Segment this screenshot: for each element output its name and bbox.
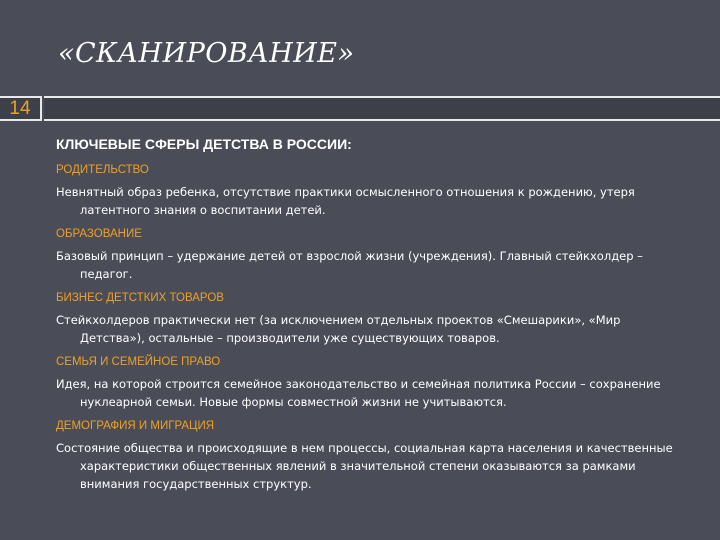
section-text: Невнятный образ ребенка, отсутствие практики осмысленного отношения к рождению, утеря латентного знания о воспитании детей. (56, 185, 635, 217)
section-demography (56, 420, 686, 493)
slide-title: «СКАНИРОВАНИЕ» (58, 38, 355, 69)
section-title: РОДИТЕЛЬСТВО (56, 164, 149, 176)
section-text: Идея, на которой строится семейное законодательство и семейная политика России – сохранение нуклеарной семьи. Новые формы совместной жизни не учитываются. (56, 377, 661, 409)
section-family (56, 356, 686, 411)
section-title: СЕМЬЯ И СЕМЕЙНОЕ ПРАВО (56, 356, 221, 368)
section-education (56, 228, 686, 283)
section-text: Базовый принцип – удержание детей от взрослой жизни (учреждения). Главный стейкхолдер – педагог. (56, 249, 643, 281)
slide-content (56, 136, 686, 502)
section-text: Стейкхолдеров практически нет (за исключением отдельных проектов «Смешарики», «Мир Детства»), остальные – производители уже существующих товаров. (56, 313, 621, 345)
header-band (44, 98, 720, 119)
section-title: ДЕМОГРАФИЯ И МИГРАЦИЯ (56, 420, 215, 432)
section-parenting (56, 164, 686, 219)
section-title: ОБРАЗОВАНИЕ (56, 228, 142, 240)
section-business (56, 292, 686, 347)
section-text: Состояние общества и происходящие в нем процессы, социальная карта населения и качественные характеристики общественных явлений в значительной степени оказываются за рамками внимания государственных структур. (56, 441, 673, 491)
header-rule-bottom (44, 119, 720, 121)
section-title: БИЗНЕС ДЕТСТКИХ ТОВАРОВ (56, 292, 224, 304)
page-number-badge: 14 (0, 96, 42, 121)
slide-heading: КЛЮЧЕВЫЕ СФЕРЫ ДЕТСТВА В РОССИИ: (56, 136, 352, 152)
